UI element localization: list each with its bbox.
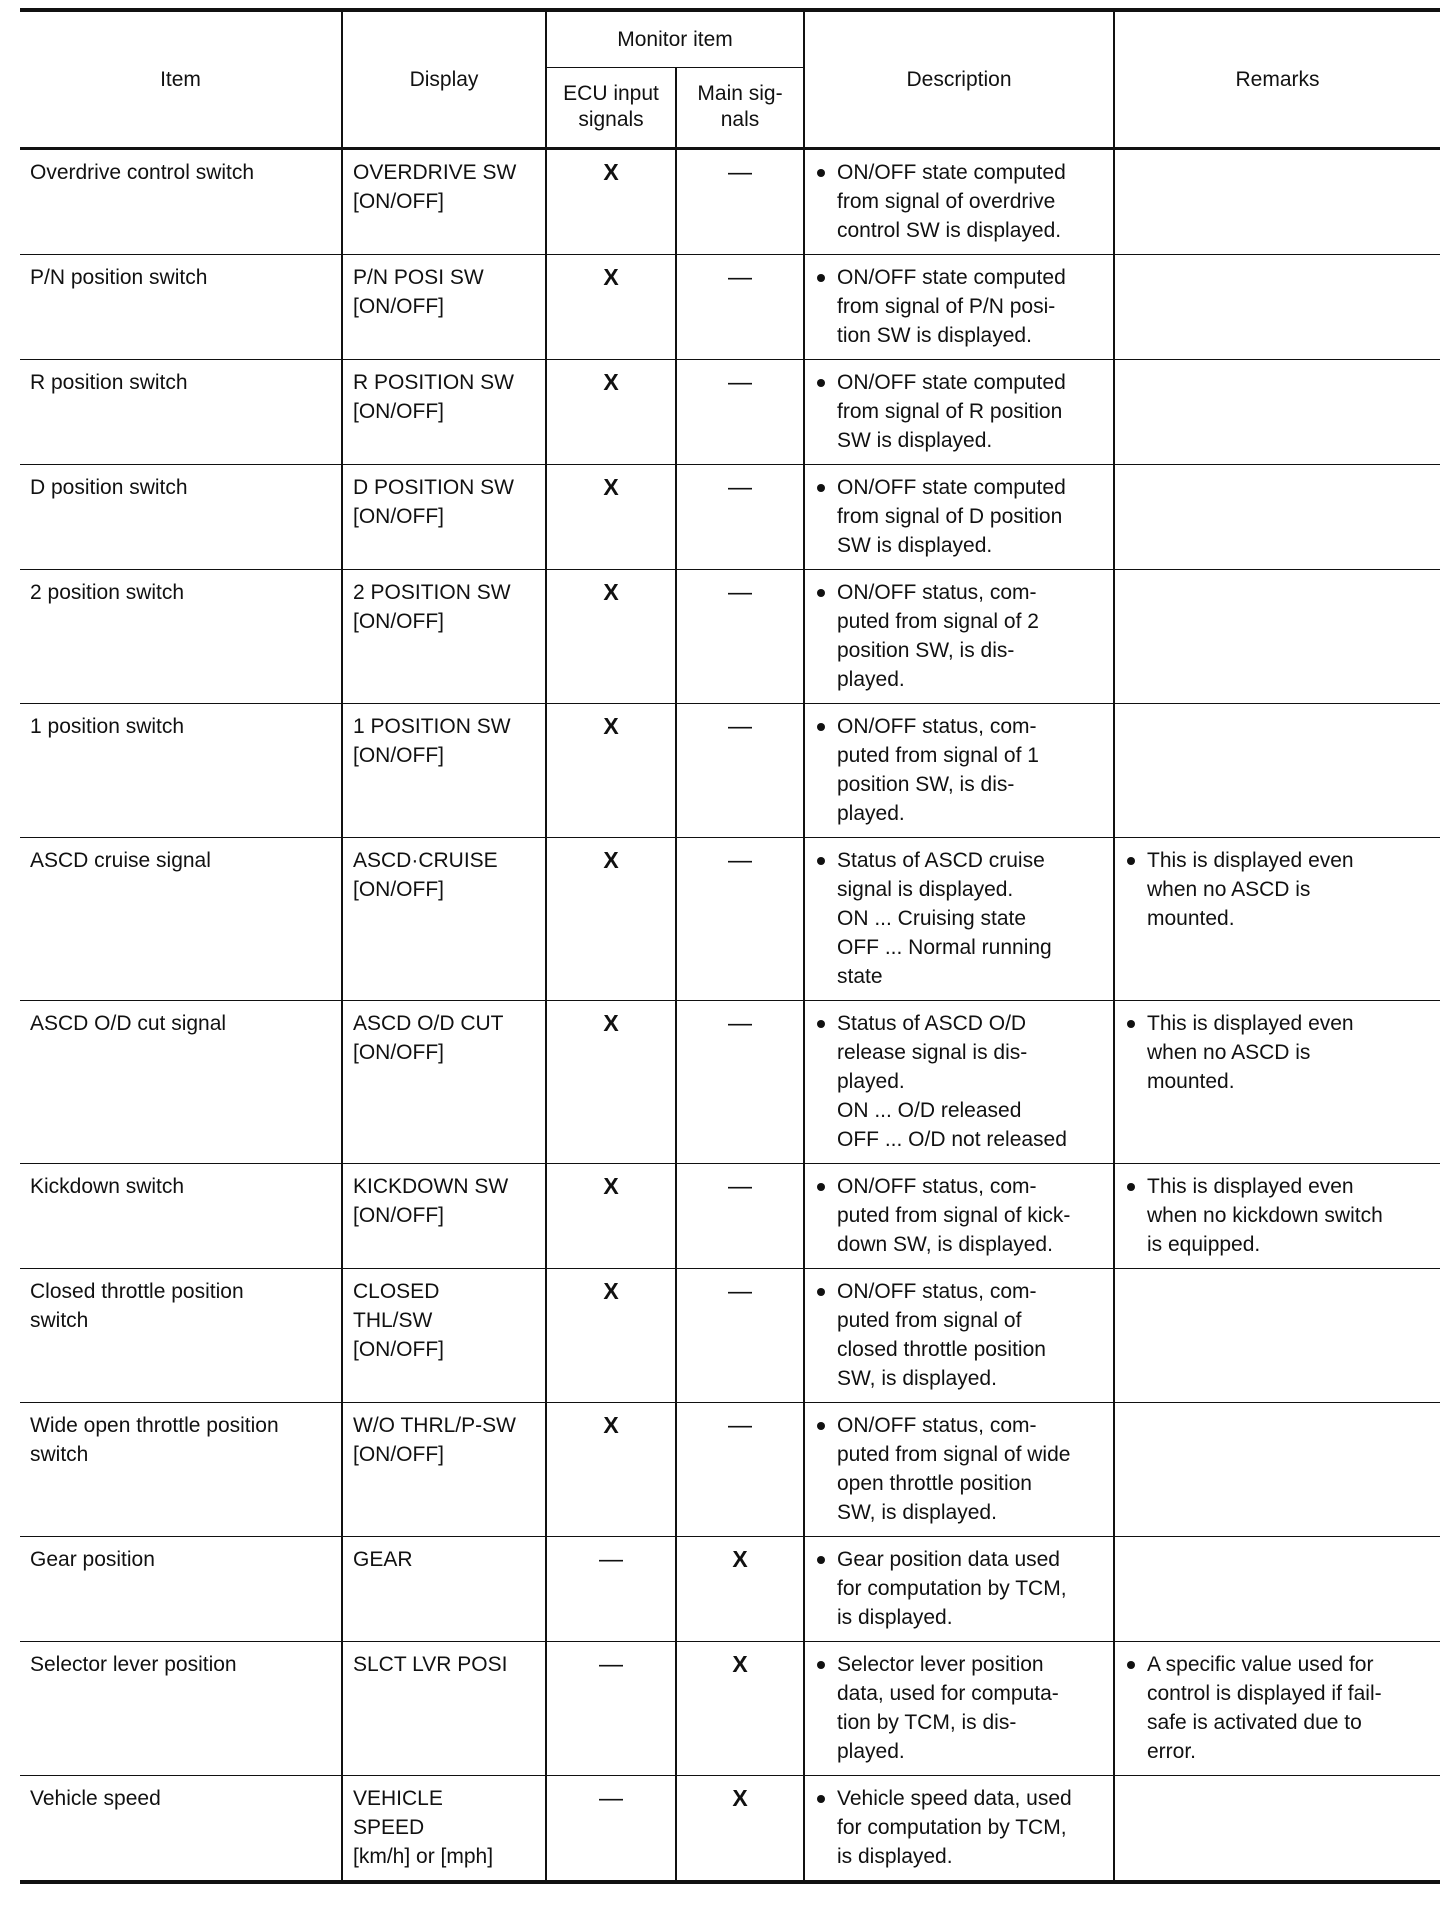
cell-display-line: ASCD O/D CUT bbox=[353, 1012, 504, 1035]
cell-remarks bbox=[1114, 1642, 1440, 1776]
cell-remarks-line: This is displayed even bbox=[1147, 849, 1354, 872]
header-ecu-input-signals bbox=[546, 68, 676, 149]
cell-display-line: [ON/OFF] bbox=[353, 744, 444, 767]
cell-remarks-line: mounted. bbox=[1147, 907, 1235, 930]
cell-remarks-line: This is displayed even bbox=[1147, 1012, 1354, 1035]
cell-ecu-input-value: X bbox=[603, 847, 619, 873]
cell-description-line: ON/OFF state computed bbox=[837, 371, 1066, 394]
cell-display-line: D POSITION SW bbox=[353, 476, 515, 499]
cell-description bbox=[804, 838, 1114, 1001]
cell-main-signal bbox=[676, 1537, 804, 1642]
cell-display-line: KICKDOWN SW bbox=[353, 1175, 509, 1198]
cell-main-signal bbox=[676, 1164, 804, 1269]
cell-item-line: ASCD cruise signal bbox=[30, 849, 211, 872]
cell-main-signal-value: — bbox=[728, 1010, 752, 1037]
cell-main-signal-value: — bbox=[728, 1412, 752, 1439]
cell-ecu-input bbox=[546, 1776, 676, 1883]
cell-item-line: 1 position switch bbox=[30, 715, 185, 738]
cell-display-line: [ON/OFF] bbox=[353, 610, 444, 633]
cell-remarks-line: when no ASCD is bbox=[1147, 1041, 1311, 1064]
cell-description-line: ON/OFF state computed bbox=[837, 161, 1066, 184]
cell-main-signal bbox=[676, 465, 804, 570]
cell-display-line: THL/SW bbox=[353, 1309, 433, 1332]
cell-description-line: tion by TCM, is dis- bbox=[837, 1711, 1017, 1734]
table-row bbox=[20, 1537, 1440, 1642]
cell-display bbox=[342, 1164, 546, 1269]
cell-ecu-input-value: — bbox=[599, 1546, 623, 1573]
cell-display-line: [ON/OFF] bbox=[353, 505, 444, 528]
cell-description-line: control SW is displayed. bbox=[837, 219, 1062, 242]
bullet-item bbox=[815, 1650, 1103, 1766]
cell-item bbox=[20, 255, 342, 360]
cell-remarks bbox=[1114, 1776, 1440, 1883]
cell-display bbox=[342, 1776, 546, 1883]
cell-description-line: from signal of R position bbox=[837, 400, 1063, 423]
cell-main-signal bbox=[676, 1642, 804, 1776]
cell-description-line: ON/OFF state computed bbox=[837, 476, 1066, 499]
cell-display-line: SLCT LVR POSI bbox=[353, 1653, 508, 1676]
cell-main-signal bbox=[676, 704, 804, 838]
cell-remarks-line: safe is activated due to bbox=[1147, 1711, 1362, 1734]
table-row bbox=[20, 149, 1440, 255]
cell-display bbox=[342, 255, 546, 360]
cell-description-line: SW, is displayed. bbox=[837, 1367, 997, 1390]
cell-display-line: ASCD·CRUISE bbox=[353, 849, 498, 872]
cell-main-signal-value: — bbox=[728, 1278, 752, 1305]
cell-description bbox=[804, 570, 1114, 704]
monitor-item-table bbox=[20, 8, 1440, 1884]
cell-main-signal bbox=[676, 149, 804, 255]
cell-description-line: ON/OFF status, com- bbox=[837, 581, 1037, 604]
cell-description-line: played. bbox=[837, 1070, 905, 1093]
cell-main-signal bbox=[676, 570, 804, 704]
table-row bbox=[20, 255, 1440, 360]
cell-description-line: ON/OFF status, com- bbox=[837, 1175, 1037, 1198]
cell-ecu-input bbox=[546, 704, 676, 838]
cell-remarks bbox=[1114, 360, 1440, 465]
cell-item bbox=[20, 1642, 342, 1776]
cell-description-line: Vehicle speed data, used bbox=[837, 1787, 1072, 1810]
table-row bbox=[20, 1269, 1440, 1403]
cell-description-line: Selector lever position bbox=[837, 1653, 1044, 1676]
cell-description-line: signal is displayed. bbox=[837, 878, 1014, 901]
cell-description bbox=[804, 255, 1114, 360]
cell-ecu-input-value: — bbox=[599, 1785, 623, 1812]
cell-description bbox=[804, 1001, 1114, 1164]
cell-remarks-line: when no ASCD is bbox=[1147, 878, 1311, 901]
table-body bbox=[20, 149, 1440, 1883]
cell-item bbox=[20, 149, 342, 255]
cell-description-line: SW, is displayed. bbox=[837, 1501, 997, 1524]
header-ecu-line: ECU input bbox=[563, 82, 659, 105]
cell-display bbox=[342, 1001, 546, 1164]
cell-description-line: SW is displayed. bbox=[837, 429, 993, 452]
cell-main-signal-value: — bbox=[728, 474, 752, 501]
cell-description-line: Status of ASCD O/D bbox=[837, 1012, 1027, 1035]
cell-display-line: 1 POSITION SW bbox=[353, 715, 511, 738]
cell-display-line: CLOSED bbox=[353, 1280, 440, 1303]
cell-description bbox=[804, 1642, 1114, 1776]
cell-item-line: Wide open throttle position bbox=[30, 1414, 279, 1437]
cell-description-line: ON ... Cruising state bbox=[837, 907, 1027, 930]
cell-item-line: switch bbox=[30, 1309, 89, 1332]
cell-display bbox=[342, 570, 546, 704]
cell-remarks bbox=[1114, 1269, 1440, 1403]
cell-main-signal-value: — bbox=[728, 264, 752, 291]
cell-item-line: R position switch bbox=[30, 371, 188, 394]
cell-display-line: [ON/OFF] bbox=[353, 295, 444, 318]
cell-display bbox=[342, 360, 546, 465]
cell-main-signal-value: — bbox=[728, 159, 752, 186]
cell-remarks-line: This is displayed even bbox=[1147, 1175, 1354, 1198]
cell-ecu-input bbox=[546, 360, 676, 465]
cell-description-line: puted from signal of bbox=[837, 1309, 1022, 1332]
cell-remarks-line: control is displayed if fail- bbox=[1147, 1682, 1382, 1705]
bullet-item bbox=[815, 368, 1103, 455]
cell-remarks bbox=[1114, 838, 1440, 1001]
cell-main-signal-value: — bbox=[728, 369, 752, 396]
cell-item bbox=[20, 1164, 342, 1269]
cell-main-signal bbox=[676, 255, 804, 360]
cell-display bbox=[342, 1642, 546, 1776]
cell-description-line: state bbox=[837, 965, 883, 988]
header-monitor-item: Monitor item bbox=[546, 10, 804, 68]
cell-ecu-input bbox=[546, 838, 676, 1001]
bullet-item bbox=[815, 1009, 1103, 1154]
header-main-signals bbox=[676, 68, 804, 149]
cell-description bbox=[804, 1537, 1114, 1642]
cell-remarks bbox=[1114, 465, 1440, 570]
cell-display-line: [ON/OFF] bbox=[353, 1204, 444, 1227]
cell-description-line: ON/OFF status, com- bbox=[837, 715, 1037, 738]
cell-remarks bbox=[1114, 704, 1440, 838]
cell-ecu-input bbox=[546, 1537, 676, 1642]
cell-display-line: [ON/OFF] bbox=[353, 1041, 444, 1064]
cell-remarks bbox=[1114, 570, 1440, 704]
cell-main-signal-value: — bbox=[728, 579, 752, 606]
cell-display-line: GEAR bbox=[353, 1548, 413, 1571]
cell-description bbox=[804, 465, 1114, 570]
cell-item-line: switch bbox=[30, 1443, 89, 1466]
bullet-item bbox=[815, 1172, 1103, 1259]
cell-description-line: ON/OFF status, com- bbox=[837, 1280, 1037, 1303]
bullet-item bbox=[1125, 846, 1430, 933]
cell-display-line: [ON/OFF] bbox=[353, 878, 444, 901]
cell-ecu-input-value: X bbox=[603, 474, 619, 500]
cell-item-line: Closed throttle position bbox=[30, 1280, 244, 1303]
cell-ecu-input bbox=[546, 1164, 676, 1269]
cell-description-line: OFF ... Normal running bbox=[837, 936, 1052, 959]
table-row bbox=[20, 1776, 1440, 1883]
cell-remarks-line: when no kickdown switch bbox=[1147, 1204, 1383, 1227]
cell-item bbox=[20, 570, 342, 704]
cell-description-line: ON/OFF status, com- bbox=[837, 1414, 1037, 1437]
cell-main-signal bbox=[676, 838, 804, 1001]
cell-ecu-input bbox=[546, 465, 676, 570]
bullet-item bbox=[815, 846, 1103, 991]
cell-description-line: SW is displayed. bbox=[837, 534, 993, 557]
cell-ecu-input bbox=[546, 149, 676, 255]
bullet-item bbox=[815, 263, 1103, 350]
header-row-top bbox=[20, 10, 1440, 68]
bullet-item bbox=[1125, 1172, 1430, 1259]
cell-ecu-input-value: X bbox=[603, 579, 619, 605]
cell-description-line: ON/OFF state computed bbox=[837, 266, 1066, 289]
cell-remarks bbox=[1114, 149, 1440, 255]
cell-description-line: puted from signal of 2 bbox=[837, 610, 1039, 633]
cell-description-line: ON ... O/D released bbox=[837, 1099, 1022, 1122]
cell-display-line: SPEED bbox=[353, 1816, 425, 1839]
cell-description bbox=[804, 1776, 1114, 1883]
cell-main-signal-value: X bbox=[732, 1546, 748, 1572]
cell-item bbox=[20, 465, 342, 570]
table-row bbox=[20, 1403, 1440, 1537]
cell-main-signal-value: — bbox=[728, 1173, 752, 1200]
cell-item bbox=[20, 1269, 342, 1403]
cell-remarks bbox=[1114, 1164, 1440, 1269]
cell-display bbox=[342, 1537, 546, 1642]
cell-ecu-input-value: X bbox=[603, 369, 619, 395]
cell-main-signal bbox=[676, 1001, 804, 1164]
cell-description-line: position SW, is dis- bbox=[837, 639, 1015, 662]
cell-description bbox=[804, 149, 1114, 255]
cell-description-line: is displayed. bbox=[837, 1845, 953, 1868]
bullet-item bbox=[815, 1545, 1103, 1632]
cell-description-line: from signal of overdrive bbox=[837, 190, 1056, 213]
cell-description-line: puted from signal of 1 bbox=[837, 744, 1039, 767]
cell-description-line: for computation by TCM, bbox=[837, 1816, 1067, 1839]
cell-description-line: release signal is dis- bbox=[837, 1041, 1028, 1064]
cell-remarks bbox=[1114, 1001, 1440, 1164]
cell-item-line: Kickdown switch bbox=[30, 1175, 185, 1198]
cell-ecu-input-value: X bbox=[603, 1173, 619, 1199]
cell-ecu-input bbox=[546, 1269, 676, 1403]
cell-display bbox=[342, 149, 546, 255]
cell-item-line: D position switch bbox=[30, 476, 188, 499]
cell-description-line: played. bbox=[837, 1740, 905, 1763]
cell-description-line: for computation by TCM, bbox=[837, 1577, 1067, 1600]
cell-item-line: Selector lever position bbox=[30, 1653, 237, 1676]
table-row bbox=[20, 1164, 1440, 1269]
header-main-line: nals bbox=[720, 108, 760, 131]
cell-main-signal bbox=[676, 1403, 804, 1537]
bullet-item bbox=[815, 473, 1103, 560]
bullet-item bbox=[1125, 1009, 1430, 1096]
cell-display-line: VEHICLE bbox=[353, 1787, 443, 1810]
cell-display-line: [ON/OFF] bbox=[353, 400, 444, 423]
cell-item-line: ASCD O/D cut signal bbox=[30, 1012, 227, 1035]
cell-description-line: closed throttle position bbox=[837, 1338, 1046, 1361]
cell-ecu-input bbox=[546, 1403, 676, 1537]
cell-remarks bbox=[1114, 1403, 1440, 1537]
cell-item-line: Vehicle speed bbox=[30, 1787, 161, 1810]
cell-display bbox=[342, 838, 546, 1001]
cell-display-line: [ON/OFF] bbox=[353, 190, 444, 213]
cell-display-line: 2 POSITION SW bbox=[353, 581, 511, 604]
header-display: Display bbox=[342, 10, 546, 149]
cell-ecu-input bbox=[546, 1001, 676, 1164]
cell-description-line: OFF ... O/D not released bbox=[837, 1128, 1067, 1151]
page bbox=[20, 8, 1440, 1884]
cell-item bbox=[20, 838, 342, 1001]
bullet-item bbox=[815, 578, 1103, 694]
cell-description bbox=[804, 1403, 1114, 1537]
cell-remarks bbox=[1114, 1537, 1440, 1642]
bullet-item bbox=[815, 1277, 1103, 1393]
cell-description-line: from signal of P/N posi- bbox=[837, 295, 1056, 318]
cell-description bbox=[804, 360, 1114, 465]
cell-description-line: played. bbox=[837, 802, 905, 825]
table-row bbox=[20, 704, 1440, 838]
cell-display bbox=[342, 1269, 546, 1403]
cell-main-signal-value: X bbox=[732, 1785, 748, 1811]
bullet-item bbox=[815, 1784, 1103, 1871]
cell-ecu-input-value: X bbox=[603, 159, 619, 185]
cell-item-line: 2 position switch bbox=[30, 581, 185, 604]
bullet-item bbox=[1125, 1650, 1430, 1766]
cell-ecu-input-value: X bbox=[603, 1278, 619, 1304]
cell-main-signal bbox=[676, 1776, 804, 1883]
cell-item bbox=[20, 360, 342, 465]
cell-main-signal bbox=[676, 360, 804, 465]
table-row bbox=[20, 1642, 1440, 1776]
cell-description-line: puted from signal of kick- bbox=[837, 1204, 1071, 1227]
cell-item bbox=[20, 1776, 342, 1883]
cell-item-line: Gear position bbox=[30, 1548, 155, 1571]
table-row bbox=[20, 465, 1440, 570]
cell-display-line: [ON/OFF] bbox=[353, 1443, 444, 1466]
cell-main-signal-value: — bbox=[728, 713, 752, 740]
cell-description-line: open throttle position bbox=[837, 1472, 1032, 1495]
cell-item bbox=[20, 1403, 342, 1537]
table-row bbox=[20, 838, 1440, 1001]
cell-description-line: data, used for computa- bbox=[837, 1682, 1059, 1705]
cell-display-line: R POSITION SW bbox=[353, 371, 515, 394]
cell-description bbox=[804, 704, 1114, 838]
cell-remarks bbox=[1114, 255, 1440, 360]
bullet-item bbox=[815, 158, 1103, 245]
cell-description bbox=[804, 1164, 1114, 1269]
cell-main-signal bbox=[676, 1269, 804, 1403]
cell-description bbox=[804, 1269, 1114, 1403]
cell-description-line: Gear position data used bbox=[837, 1548, 1060, 1571]
cell-display-line: [km/h] or [mph] bbox=[353, 1845, 494, 1868]
cell-ecu-input bbox=[546, 570, 676, 704]
cell-main-signal-value: X bbox=[732, 1651, 748, 1677]
cell-description-line: puted from signal of wide bbox=[837, 1443, 1071, 1466]
header-main-line: Main sig- bbox=[697, 82, 783, 105]
table-row bbox=[20, 570, 1440, 704]
cell-remarks-line: A specific value used for bbox=[1147, 1653, 1374, 1676]
cell-item bbox=[20, 1537, 342, 1642]
cell-display bbox=[342, 704, 546, 838]
bullet-item bbox=[815, 712, 1103, 828]
cell-item-line: Overdrive control switch bbox=[30, 161, 255, 184]
cell-display-line: W/O THRL/P-SW bbox=[353, 1414, 516, 1437]
header-remarks: Remarks bbox=[1114, 10, 1440, 149]
cell-description-line: down SW, is displayed. bbox=[837, 1233, 1053, 1256]
cell-display-line: OVERDRIVE SW bbox=[353, 161, 517, 184]
cell-description-line: tion SW is displayed. bbox=[837, 324, 1032, 347]
cell-ecu-input-value: X bbox=[603, 713, 619, 739]
cell-description-line: from signal of D position bbox=[837, 505, 1063, 528]
cell-item-line: P/N position switch bbox=[30, 266, 208, 289]
cell-display-line: [ON/OFF] bbox=[353, 1338, 444, 1361]
table-row bbox=[20, 1001, 1440, 1164]
cell-description-line: played. bbox=[837, 668, 905, 691]
bullet-item bbox=[815, 1411, 1103, 1527]
cell-remarks-line: mounted. bbox=[1147, 1070, 1235, 1093]
cell-ecu-input bbox=[546, 255, 676, 360]
cell-ecu-input-value: X bbox=[603, 1412, 619, 1438]
cell-main-signal-value: — bbox=[728, 847, 752, 874]
cell-description-line: is displayed. bbox=[837, 1606, 953, 1629]
cell-description-line: Status of ASCD cruise bbox=[837, 849, 1045, 872]
header-description: Description bbox=[804, 10, 1114, 149]
cell-ecu-input-value: X bbox=[603, 264, 619, 290]
header-ecu-line: signals bbox=[578, 108, 644, 131]
cell-display-line: P/N POSI SW bbox=[353, 266, 484, 289]
cell-display bbox=[342, 465, 546, 570]
header-item: Item bbox=[20, 10, 342, 149]
cell-display bbox=[342, 1403, 546, 1537]
table-row bbox=[20, 360, 1440, 465]
cell-remarks-line: is equipped. bbox=[1147, 1233, 1261, 1256]
cell-ecu-input-value: X bbox=[603, 1010, 619, 1036]
cell-item bbox=[20, 1001, 342, 1164]
cell-ecu-input-value: — bbox=[599, 1651, 623, 1678]
cell-remarks-line: error. bbox=[1147, 1740, 1197, 1763]
cell-description-line: position SW, is dis- bbox=[837, 773, 1015, 796]
cell-ecu-input bbox=[546, 1642, 676, 1776]
cell-item bbox=[20, 704, 342, 838]
